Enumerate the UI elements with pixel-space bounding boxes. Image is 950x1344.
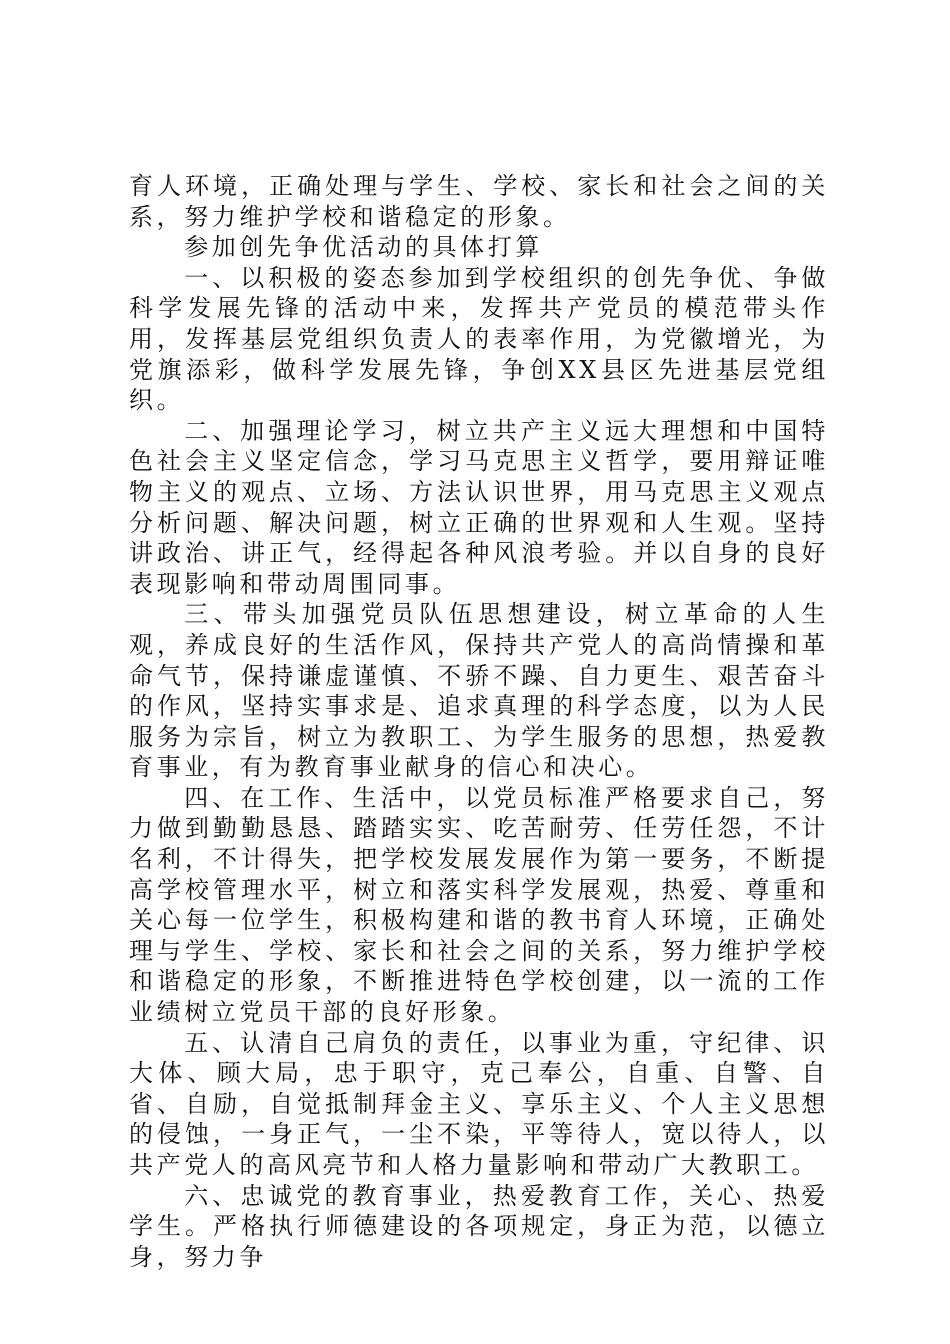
paragraph: 参加创先争优活动的具体打算 (184, 233, 543, 262)
paragraph: 二、加强理论学习，树立共产主义远大理想和中国特色社会主义坚定信念，学习马克思主义哲学，要用辩证唯物主义的观点、立场、方法认识世界，用马克思主义观点分析问题、解决问题，树立正确的世界观和人生观。坚持讲政治、讲正气，经得起各种风浪考验。并以自身的良好表现影响和带动周围同事。 (129, 416, 829, 598)
paragraph: 六、忠诚党的教育事业，热爱教育工作，关心、热爱学生。严格执行师德建设的各项规定，身正为范，以德立身，努力争 (129, 1181, 829, 1271)
paragraph: 育人环境，正确处理与学生、学校、家长和社会之间的关系，努力维护学校和谐稳定的形象。 (129, 172, 829, 231)
paragraph: 一、以积极的姿态参加到学校组织的创先争优、争做科学发展先锋的活动中来，发挥共产党员的模范带头作用，发挥基层党组织负责人的表率作用，为党徽增光，为党旗添彩，做科学发展先锋，争创XX县区先进基层党组织。 (129, 263, 829, 415)
document-body (129, 171, 829, 1272)
paragraph: 五、认清自己肩负的责任，以事业为重，守纪律、识大体、顾大局，忠于职守，克己奉公，自重、自警、自省、自励，自觉抵制拜金主义、享乐主义、个人主义思想的侵蚀，一身正气，一尘不染，平等待人，宽以待人，以共产党人的高风亮节和人格力量影响和带动广大教职工。 (129, 1028, 829, 1179)
paragraph: 三、带头加强党员队伍思想建设，树立革命的人生观，养成良好的生活作风，保持共产党人的高尚情操和革命气节，保持谦虚谨慎、不骄不躁、自力更生、艰苦奋斗的作风，坚持实事求是、追求真理的科学态度，以为人民服务为宗旨，树立为教职工、为学生服务的思想，热爱教育事业，有为教育事业献身的信心和决心。 (129, 600, 829, 782)
paragraph: 四、在工作、生活中，以党员标准严格要求自己，努力做到勤勤恳恳、踏踏实实、吃苦耐劳、任劳任怨，不计名利，不计得失，把学校发展发展作为第一要务，不断提高学校管理水平，树立和落实科学发展观，热爱、尊重和关心每一位学生，积极构建和谐的教书育人环境，正确处理与学生、学校、家长和社会之间的关系，努力维护学校和谐稳定的形象，不断推进特色学校创建，以一流的工作业绩树立党员干部的良好形象。 (129, 783, 829, 1027)
